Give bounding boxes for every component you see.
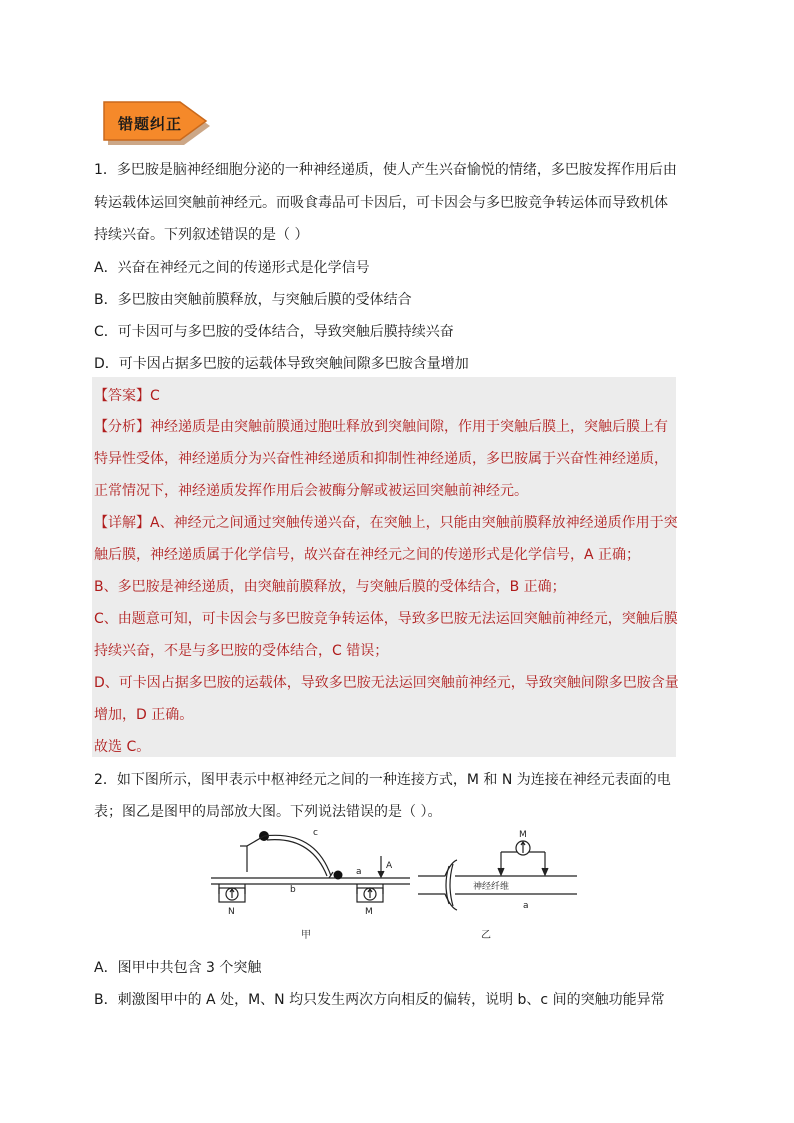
q2-stem-line-1: 2．如下图所示，图甲表示中枢神经元之间的一种连接方式，M 和 N 为连接在神经元表面的电 <box>94 772 671 788</box>
label-M-right: M <box>519 830 527 840</box>
label-N: N <box>228 907 235 917</box>
q1-stem-line-3: 持续兴奋。下列叙述错误的是（ ） <box>94 227 309 243</box>
q1-detail-line-3: B、多巴胺是神经递质，由突触前膜释放，与突触后膜的受体结合，B 正确； <box>94 579 566 595</box>
label-b: b <box>290 885 296 895</box>
q1-conclusion: 故选 C。 <box>94 739 151 755</box>
q1-detail-line-2: 触后膜，神经递质属于化学信号，故兴奋在神经元之间的传递形式是化学信号，A 正确； <box>94 547 641 563</box>
q1-detail-line-1: 【详解】A、神经元之间通过突触传递兴奋，在突触上，只能由突触前膜释放神经递质作用于突 <box>94 515 678 531</box>
label-A: A <box>386 861 393 871</box>
q1-analysis-line-3: 正常情况下，神经递质发挥作用后会被酶分解或被运回突触前神经元。 <box>94 483 528 499</box>
label-M-left: M <box>365 907 373 917</box>
q1-option-d: D．可卡因占据多巴胺的运载体导致突触间隙多巴胺含量增加 <box>94 356 469 372</box>
label-a: a <box>356 867 362 877</box>
q2-option-a: A．图甲中共包含 3 个突触 <box>94 960 262 976</box>
figure-right-yi <box>418 830 577 941</box>
caption-jia: 甲 <box>301 930 311 941</box>
label-fiber: 神经纤维 <box>473 882 510 892</box>
label-a-right: a <box>523 901 529 911</box>
neuron-figure <box>205 826 585 944</box>
q1-analysis-line-1: 【分析】神经递质是由突触前膜通过胞吐释放到突触间隙，作用于突触后膜上，突触后膜上有 <box>94 419 668 435</box>
q1-detail-line-4: C、由题意可知，可卡因会与多巴胺竞争转运体，导致多巴胺无法运回突触前神经元，突触后膜 <box>94 611 678 627</box>
q1-analysis-line-2: 特异性受体，神经递质分为兴奋性神经递质和抑制性神经递质，多巴胺属于兴奋性神经递质， <box>94 451 668 467</box>
figure-left-jia <box>211 828 410 941</box>
caption-yi: 乙 <box>481 930 491 941</box>
q1-answer: 【答案】C <box>94 388 160 404</box>
q1-detail-line-5: 持续兴奋，不是与多巴胺的受体结合，C 错误； <box>94 643 389 659</box>
q1-option-c: C．可卡因可与多巴胺的受体结合，导致突触后膜持续兴奋 <box>94 324 454 340</box>
q1-option-b: B．多巴胺由突触前膜释放，与突触后膜的受体结合 <box>94 292 412 308</box>
section-tag <box>100 100 212 146</box>
q2-stem-line-2: 表；图乙是图甲的局部放大图。下列说法错误的是（ ）。 <box>94 804 442 820</box>
q1-detail-line-6: D、可卡因占据多巴胺的运载体，导致多巴胺无法运回突触前神经元，导致突触间隙多巴胺含量 <box>94 675 679 691</box>
q1-detail-line-7: 增加，D 正确。 <box>94 707 194 723</box>
q1-stem-line-1: 1．多巴胺是脑神经细胞分泌的一种神经递质，使人产生兴奋愉悦的情绪，多巴胺发挥作用后由 <box>94 162 677 178</box>
q1-option-a: A．兴奋在神经元之间的传递形式是化学信号 <box>94 260 370 276</box>
q2-option-b: B．刺激图甲中的 A 处，M、N 均只发生两次方向相反的偏转，说明 b、c 间的突触功能异常 <box>94 992 665 1008</box>
label-c: c <box>313 828 318 838</box>
section-tag-label: 错题纠正 <box>118 115 183 133</box>
q1-stem-line-2: 转运载体运回突触前神经元。而吸食毒品可卡因后，可卡因会与多巴胺竞争转运体而导致机体 <box>94 195 668 211</box>
